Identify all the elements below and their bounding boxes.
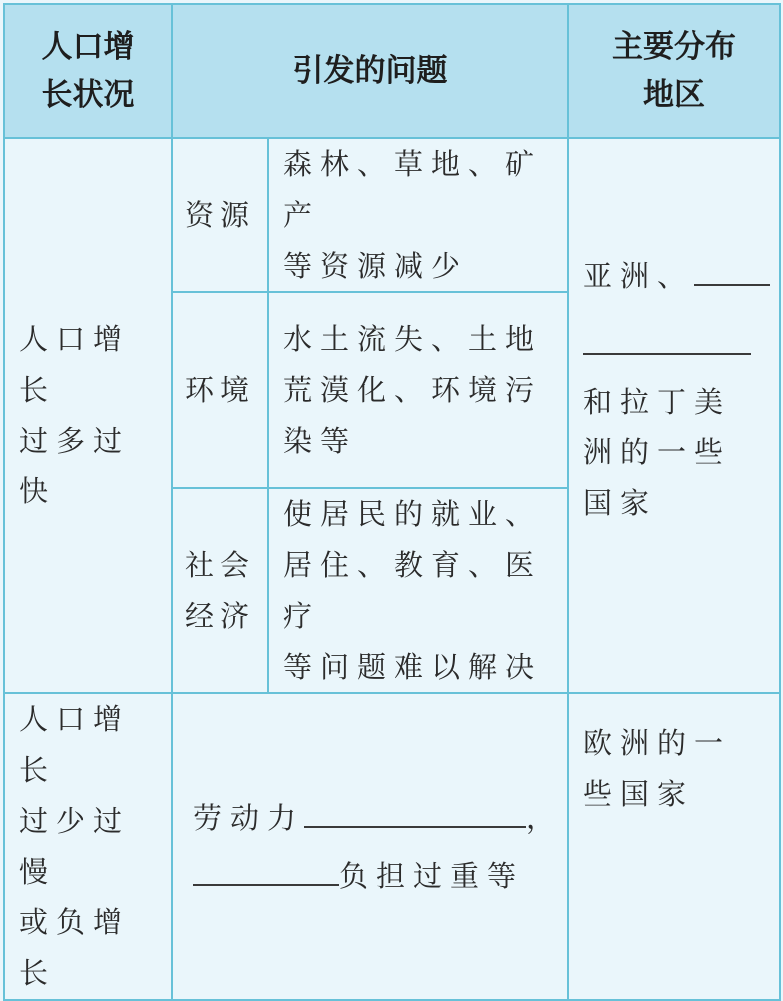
problem-detail-socioeconomic: 使居民的就业、 居住、教育、医疗 等问题难以解决	[268, 488, 568, 693]
regions-fast-cell: 亚洲、 和拉丁美 洲的一些 国家	[568, 138, 780, 693]
table-row	[4, 693, 780, 1000]
problem-category-environment: 环境	[172, 292, 268, 488]
answer-blank-4[interactable]	[193, 852, 339, 886]
header-growth-status: 人口增 长状况	[4, 4, 172, 138]
problem-category-socioeconomic: 社会 经济	[172, 488, 268, 693]
table-row	[4, 138, 780, 292]
answer-blank-3[interactable]	[304, 794, 526, 828]
population-growth-table	[3, 3, 781, 1001]
header-regions: 主要分布 地区	[568, 4, 780, 138]
problem-slow-cell: 劳动力 ， 负担过重等	[172, 693, 568, 1000]
problem-category-resource: 资源	[172, 138, 268, 292]
regions-slow-cell: 欧洲的一 些国家	[568, 693, 780, 1000]
header-problems: 引发的问题	[172, 4, 568, 138]
status-slow-cell: 人口增长 过少过慢 或负增长	[4, 693, 172, 1000]
answer-blank-2[interactable]	[583, 321, 751, 355]
problem-detail-resource: 森林、草地、矿产 等资源减少	[268, 138, 568, 292]
answer-blank-1[interactable]	[694, 252, 770, 286]
status-fast-cell: 人口增长 过多过快	[4, 138, 172, 693]
header-row	[4, 4, 780, 138]
problem-detail-environment: 水土流失、土地 荒漠化、环境污 染等	[268, 292, 568, 488]
